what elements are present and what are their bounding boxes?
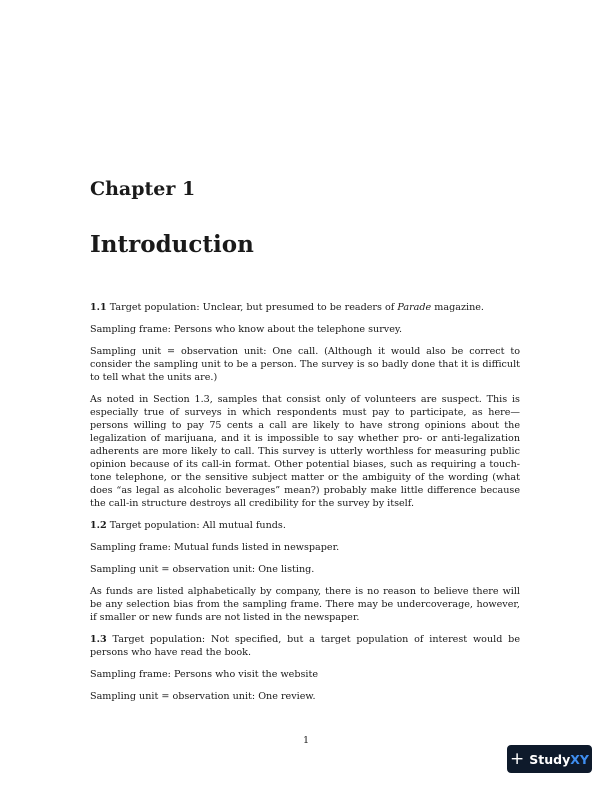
studyxy-watermark <box>507 745 592 773</box>
plus-icon: + <box>510 748 525 769</box>
text: magazine. <box>431 302 484 313</box>
paragraph-1-3 <box>90 633 520 659</box>
body-text <box>90 301 520 712</box>
text: Target population: Not specified, but a target population of interest would be persons who have read the book. <box>90 634 520 658</box>
brand-name-b: XY <box>570 751 589 767</box>
brand-name-a: Study <box>529 751 571 767</box>
italic-title: Parade <box>397 302 432 313</box>
text: Target population: Unclear, but presumed to be readers of <box>106 302 398 313</box>
paragraph: Sampling frame: Persons who know about the telephone survey. <box>90 324 403 335</box>
paragraph: As funds are listed alphabetically by company, there is no reason to believe there will be any selection bias from the sampling frame. There may be undercoverage, however, if smaller or new funds are not listed in the newspaper. <box>90 586 520 623</box>
section-number: 1.3 <box>90 634 107 645</box>
paragraph: Sampling frame: Mutual funds listed in newspaper. <box>90 542 340 553</box>
paragraph: Sampling unit = observation unit: One call. (Although it would also be correct to consider the sampling unit to be a person. The survey is so badly done that it is difficult to tell what the units are.) <box>90 346 520 383</box>
paragraph: As noted in Section 1.3, samples that consist only of volunteers are suspect. This is especially true of surveys in which respondents must pay to participate, as here—persons willing to pay 75 cents a call are likely to have strong opinions about the legalization of marijuana, and it is impossible to say whether pro- or anti-legalization adherents are more likely to call. This survey is utterly worthless for measuring public opinion because of its call-in format. Other potential biases, such as requiring a touch-tone telephone, or the sensitive subject matter or the ambiguity of the wording (what does “as legal as alcoholic beverages” mean?) probably make little difference because the call-in structure destroys all credibility for the survey by itself. <box>90 394 520 509</box>
chapter-title: Introduction <box>90 231 254 258</box>
page-number: 1 <box>302 735 310 746</box>
paragraph-1-2 <box>90 519 520 532</box>
section-number: 1.2 <box>90 520 107 531</box>
paragraph: Sampling unit = observation unit: One review. <box>90 691 316 702</box>
paragraph: Sampling frame: Persons who visit the website <box>90 669 319 680</box>
paragraph: Sampling unit = observation unit: One listing. <box>90 564 315 575</box>
section-number: 1.1 <box>90 302 107 313</box>
paragraph-1-1 <box>90 301 520 314</box>
text: Target population: All mutual funds. <box>106 520 286 531</box>
chapter-label: Chapter 1 <box>90 178 196 200</box>
